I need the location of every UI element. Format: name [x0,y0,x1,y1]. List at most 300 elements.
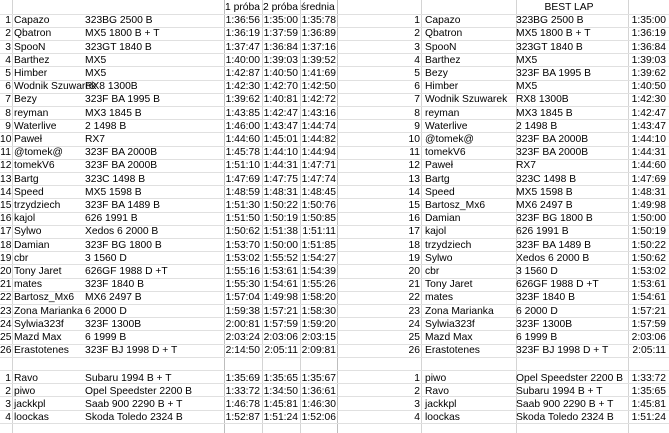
best-rank-cell[interactable]: 3 [414,41,420,53]
driver-cell[interactable]: Speed [14,186,44,198]
second-run-cell[interactable]: 1:40:81 [263,94,298,106]
car-cell[interactable]: Subaru 1994 B + T [85,372,172,384]
second-run-cell[interactable]: 1:57:21 [263,305,298,317]
rank-cell[interactable]: 1 [5,15,11,27]
best-driver-cell[interactable]: jackkpl [425,399,457,410]
rank-cell[interactable]: 10 [0,134,12,145]
second-run-cell[interactable]: 1:51:38 [263,226,298,238]
second-run-cell[interactable]: 1:37:59 [263,28,298,40]
best-lap-cell[interactable]: 2:05:11 [632,345,666,357]
second-run-cell[interactable]: 1:50:22 [263,200,298,211]
car-cell[interactable]: MX5 1800 B + T [85,28,160,40]
best-car-cell[interactable]: MX5 1800 B + T [516,28,591,40]
best-lap-cell[interactable]: 1:36:19 [631,28,666,40]
best-lap-cell[interactable]: 1:42:30 [631,94,666,106]
driver-cell[interactable]: cbr [14,252,29,264]
best-lap-cell[interactable]: 1:50:22 [631,239,666,251]
first-run-cell[interactable]: 1:36:19 [225,28,260,40]
best-rank-cell[interactable]: 7 [414,94,420,106]
best-rank-cell[interactable]: 22 [408,292,420,304]
best-rank-cell[interactable]: 4 [414,412,420,424]
first-run-cell[interactable]: 1:33:72 [225,385,260,397]
best-lap-cell[interactable]: 1:51:24 [631,412,666,424]
best-car-cell[interactable]: MX5 [516,54,538,66]
car-cell[interactable]: 626 1991 B [85,213,138,225]
average-cell[interactable]: 1:48:45 [301,186,336,198]
second-run-cell[interactable]: 1:51:24 [263,412,298,424]
car-cell[interactable]: 323F 1300B [85,318,142,330]
average-cell[interactable]: 1:51:11 [302,226,336,238]
best-driver-cell[interactable]: kajol [425,226,447,238]
driver-cell[interactable]: trzydziech [14,200,61,211]
rank-cell[interactable]: 11 [0,147,11,159]
first-run-cell[interactable]: 1:59:38 [225,305,260,317]
driver-cell[interactable]: tomekV6 [14,160,55,172]
best-lap-cell[interactable]: 1:35:65 [631,385,666,397]
best-driver-cell[interactable]: Capazo [425,15,461,27]
rank-cell[interactable]: 2 [5,28,11,40]
best-car-cell[interactable]: MX5 1598 B [516,186,573,198]
best-lap-cell[interactable]: 1:53:02 [631,266,666,277]
driver-cell[interactable]: Paweł [14,134,43,145]
rank-cell[interactable]: 2 [5,385,11,397]
rank-cell[interactable]: 17 [0,226,12,238]
best-rank-cell[interactable]: 13 [408,173,420,185]
best-lap-cell[interactable]: 1:50:62 [631,252,666,264]
average-cell[interactable]: 1:44:94 [301,147,336,159]
best-rank-cell[interactable]: 3 [414,399,420,410]
average-cell[interactable]: 1:41:69 [301,68,336,79]
first-run-cell[interactable]: 1:44:60 [225,134,260,145]
first-run-cell[interactable]: 1:39:62 [225,94,260,106]
first-run-cell[interactable]: 1:43:85 [225,107,260,119]
car-cell[interactable]: 2 1498 B [85,120,127,132]
second-run-cell[interactable]: 1:42:47 [263,107,298,119]
first-run-cell[interactable]: 1:46:78 [225,399,260,410]
second-run-cell[interactable]: 2:03:06 [263,332,298,343]
car-cell[interactable]: 323F BA 2000B [85,160,158,172]
rank-cell[interactable]: 22 [0,292,12,304]
rank-cell[interactable]: 14 [0,186,12,198]
rank-cell[interactable]: 23 [0,305,12,317]
rank-cell[interactable]: 3 [5,41,11,53]
driver-cell[interactable]: Sylwo [14,226,42,238]
best-rank-cell[interactable]: 10 [408,134,420,145]
driver-cell[interactable]: reyman [14,107,49,119]
best-driver-cell[interactable]: Bartg [425,173,450,185]
best-driver-cell[interactable]: Paweł [425,160,454,172]
average-cell[interactable]: 1:47:71 [301,160,336,172]
first-run-cell[interactable]: 1:36:56 [225,15,260,27]
best-car-cell[interactable]: 323C 1498 B [516,173,577,185]
best-car-cell[interactable]: 323F BA 2000B [516,134,589,145]
first-run-cell[interactable]: 1:51:10 [225,160,260,172]
best-driver-cell[interactable]: mates [425,292,454,304]
second-run-cell[interactable]: 1:42:70 [263,81,298,93]
first-run-cell[interactable]: 1:51:30 [225,200,260,211]
best-lap-cell[interactable]: 1:50:19 [631,226,666,238]
best-car-cell[interactable]: 323F BA 1995 B [516,68,591,79]
best-rank-cell[interactable]: 15 [408,200,420,211]
car-cell[interactable]: Xedos 6 2000 B [85,226,159,238]
best-driver-cell[interactable]: Bezy [425,68,448,79]
car-cell[interactable]: MX5 1598 B [85,186,142,198]
best-driver-cell[interactable]: Damian [425,213,461,225]
second-run-cell[interactable]: 1:54:61 [263,279,298,291]
driver-cell[interactable]: Waterlive [14,120,57,132]
average-cell[interactable]: 1:37:16 [301,41,336,53]
rank-cell[interactable]: 13 [0,173,12,185]
average-cell[interactable]: 1:44:74 [301,120,336,132]
best-lap-cell[interactable]: 1:47:69 [631,173,666,185]
best-car-cell[interactable]: 323F BJ 1998 D + T [516,345,609,357]
average-cell[interactable]: 1:50:85 [301,213,336,225]
first-run-cell[interactable]: 1:48:59 [225,186,260,198]
best-driver-cell[interactable]: Mazd Max [425,332,473,343]
best-driver-cell[interactable]: tomekV6 [425,147,466,159]
best-rank-cell[interactable]: 2 [414,28,420,40]
best-lap-cell[interactable]: 1:57:59 [631,318,666,330]
car-cell[interactable]: Opel Speedster 2200 B [85,385,193,397]
second-run-cell[interactable]: 1:39:03 [263,54,298,66]
best-driver-cell[interactable]: Zona Marianka [425,305,494,317]
car-cell[interactable]: RX7 [85,134,106,145]
second-run-cell[interactable]: 1:35:65 [263,372,298,384]
car-cell[interactable]: 323F BG 1800 B [85,239,162,251]
best-car-cell[interactable]: MX6 2497 B [516,200,573,211]
average-cell[interactable]: 1:54:27 [301,252,336,264]
header-second-run[interactable]: 2 próba [263,2,298,13]
best-car-cell[interactable]: 323BG 2500 B [516,15,584,27]
best-driver-cell[interactable]: Erastotenes [425,345,480,357]
average-cell[interactable]: 1:35:78 [301,15,336,27]
rank-cell[interactable]: 25 [0,332,12,343]
rank-cell[interactable]: 12 [0,160,12,172]
first-run-cell[interactable]: 1:40:00 [225,54,260,66]
best-car-cell[interactable]: MX3 1845 B [516,107,573,119]
best-lap-cell[interactable]: 1:42:47 [631,107,666,119]
first-run-cell[interactable]: 1:42:87 [225,68,260,79]
average-cell[interactable]: 1:43:16 [301,107,336,119]
second-run-cell[interactable]: 1:45:81 [263,399,298,410]
second-run-cell[interactable]: 1:45:01 [263,134,298,145]
best-rank-cell[interactable]: 18 [408,239,420,251]
best-rank-cell[interactable]: 17 [408,226,420,238]
rank-cell[interactable]: 7 [5,94,11,106]
second-run-cell[interactable]: 1:34:50 [263,385,298,397]
best-lap-cell[interactable]: 1:44:31 [631,147,666,159]
best-car-cell[interactable]: 323F BG 1800 B [516,213,593,225]
best-car-cell[interactable]: RX7 [516,160,537,172]
best-car-cell[interactable]: 323GT 1840 B [516,41,583,53]
best-driver-cell[interactable]: @tomek@ [425,134,474,145]
car-cell[interactable]: 323F BJ 1998 D + T [85,345,178,357]
header-best-lap[interactable]: BEST LAP [544,2,594,13]
header-average[interactable]: średnia [301,2,335,13]
rank-cell[interactable]: 4 [5,412,11,424]
second-run-cell[interactable]: 1:35:00 [263,15,298,27]
best-car-cell[interactable]: Opel Speedster 2200 B [516,372,624,384]
car-cell[interactable]: MX5 [85,68,107,79]
car-cell[interactable]: MX3 1845 B [85,107,142,119]
best-car-cell[interactable]: Skoda Toledo 2324 B [516,412,614,424]
first-run-cell[interactable]: 1:53:70 [225,239,260,251]
first-run-cell[interactable]: 1:35:69 [225,372,260,384]
best-car-cell[interactable]: 323F BA 2000B [516,147,589,159]
best-rank-cell[interactable]: 2 [414,385,420,397]
average-cell[interactable]: 1:50:76 [301,200,336,211]
average-cell[interactable]: 1:39:52 [301,54,336,66]
driver-cell[interactable]: piwo [14,385,36,397]
best-rank-cell[interactable]: 25 [408,332,420,343]
driver-cell[interactable]: Damian [14,239,50,251]
average-cell[interactable]: 1:59:20 [301,318,336,330]
best-rank-cell[interactable]: 20 [408,266,420,277]
first-run-cell[interactable]: 2:00:81 [225,318,260,330]
rank-cell[interactable]: 5 [5,68,11,79]
best-car-cell[interactable]: 6 2000 D [516,305,558,317]
best-rank-cell[interactable]: 24 [408,318,420,330]
driver-cell[interactable]: Capazo [14,15,50,27]
second-run-cell[interactable]: 1:55:52 [263,252,298,264]
first-run-cell[interactable]: 2:03:24 [225,332,260,343]
best-rank-cell[interactable]: 14 [408,186,420,198]
best-car-cell[interactable]: 3 1560 D [516,266,558,277]
rank-cell[interactable]: 8 [5,107,11,119]
best-driver-cell[interactable]: reyman [425,107,460,119]
driver-cell[interactable]: @tomek@ [14,147,63,159]
best-driver-cell[interactable]: Barthez [425,54,461,66]
car-cell[interactable]: 626GF 1988 D +T [85,266,168,277]
driver-cell[interactable]: mates [14,279,43,291]
average-cell[interactable]: 1:44:82 [301,134,336,145]
average-cell[interactable]: 1:58:20 [301,292,336,304]
header-first-run[interactable]: 1 próba [225,2,260,13]
average-cell[interactable]: 1:36:89 [301,28,336,40]
first-run-cell[interactable]: 1:57:04 [225,292,260,304]
car-cell[interactable]: 6 1999 B [85,332,127,343]
rank-cell[interactable]: 1 [5,372,11,384]
first-run-cell[interactable]: 1:46:00 [225,120,260,132]
best-rank-cell[interactable]: 21 [408,279,420,291]
best-car-cell[interactable]: 323F 1840 B [516,292,575,304]
best-lap-cell[interactable]: 1:35:00 [631,15,666,27]
best-car-cell[interactable]: 626 1991 B [516,226,569,238]
car-cell[interactable]: Saab 900 2290 B + T [85,399,183,410]
driver-cell[interactable]: kajol [14,213,36,225]
best-lap-cell[interactable]: 1:48:31 [631,186,666,198]
best-car-cell[interactable]: Saab 900 2290 B + T [516,399,614,410]
car-cell[interactable]: 323F BA 1489 B [85,200,160,211]
rank-cell[interactable]: 6 [5,81,11,93]
best-car-cell[interactable]: 2 1498 B [516,120,558,132]
best-driver-cell[interactable]: loockas [425,412,460,424]
average-cell[interactable]: 1:42:72 [301,94,336,106]
driver-cell[interactable]: Zona Marianka [14,305,83,317]
driver-cell[interactable]: Bezy [14,94,37,106]
car-cell[interactable]: 323GT 1840 B [85,41,152,53]
first-run-cell[interactable]: 1:52:87 [225,412,260,424]
second-run-cell[interactable]: 1:40:50 [263,68,298,79]
best-rank-cell[interactable]: 1 [414,372,420,384]
best-lap-cell[interactable]: 1:53:61 [631,279,666,291]
second-run-cell[interactable]: 1:47:75 [263,173,298,185]
best-rank-cell[interactable]: 1 [414,15,420,27]
car-cell[interactable]: 323F 1840 B [85,279,144,291]
best-driver-cell[interactable]: cbr [425,266,440,277]
second-run-cell[interactable]: 1:50:00 [263,239,298,251]
second-run-cell[interactable]: 1:49:98 [263,292,298,304]
average-cell[interactable]: 1:42:50 [301,81,336,93]
rank-cell[interactable]: 16 [0,213,12,225]
driver-cell[interactable]: SpooN [14,41,46,53]
second-run-cell[interactable]: 1:43:47 [263,120,298,132]
best-driver-cell[interactable]: Tony Jaret [425,279,473,291]
best-lap-cell[interactable]: 1:44:10 [631,134,666,145]
rank-cell[interactable]: 24 [0,318,12,330]
driver-cell[interactable]: Himber [14,68,48,79]
car-cell[interactable]: 6 2000 D [85,305,127,317]
best-car-cell[interactable]: Xedos 6 2000 B [516,252,590,264]
car-cell[interactable]: 3 1560 D [85,252,127,264]
first-run-cell[interactable]: 1:50:62 [225,226,260,238]
car-cell[interactable]: 323BG 2500 B [85,15,153,27]
best-car-cell[interactable]: Subaru 1994 B + T [516,385,603,397]
best-driver-cell[interactable]: Speed [425,186,455,198]
best-driver-cell[interactable]: Ravo [425,385,450,397]
car-cell[interactable]: 323F BA 2000B [85,147,158,159]
best-lap-cell[interactable]: 1:43:47 [631,120,666,132]
best-rank-cell[interactable]: 12 [408,160,420,172]
best-lap-cell[interactable]: 1:54:61 [631,292,666,304]
best-driver-cell[interactable]: SpooN [425,41,457,53]
driver-cell[interactable]: jackkpl [14,399,46,410]
best-car-cell[interactable]: 6 1999 B [516,332,558,343]
best-driver-cell[interactable]: Himber [425,81,459,93]
best-lap-cell[interactable]: 1:39:62 [631,68,666,79]
best-rank-cell[interactable]: 6 [414,81,420,93]
car-cell[interactable]: MX5 [85,54,107,66]
second-run-cell[interactable]: 1:48:31 [263,186,298,198]
first-run-cell[interactable]: 1:47:69 [225,173,260,185]
driver-cell[interactable]: Ravo [14,372,39,384]
best-lap-cell[interactable]: 1:57:21 [631,305,666,317]
first-run-cell[interactable]: 1:45:78 [225,147,260,159]
first-run-cell[interactable]: 1:51:50 [225,213,260,225]
average-cell[interactable]: 1:58:30 [301,305,336,317]
best-car-cell[interactable]: 323F 1300B [516,318,573,330]
car-cell[interactable]: RX8 1300B [85,81,138,93]
best-driver-cell[interactable]: Sylwia323f [425,318,475,330]
first-run-cell[interactable]: 1:53:02 [225,252,260,264]
first-run-cell[interactable]: 2:14:50 [225,345,260,357]
best-rank-cell[interactable]: 5 [414,68,420,79]
best-driver-cell[interactable]: Waterlive [425,120,468,132]
rank-cell[interactable]: 18 [0,239,12,251]
best-lap-cell[interactable]: 1:45:81 [631,399,666,410]
best-lap-cell[interactable]: 1:36:84 [631,41,666,53]
best-lap-cell[interactable]: 1:39:03 [631,54,666,66]
rank-cell[interactable]: 15 [0,200,12,211]
driver-cell[interactable]: Mazd Max [14,332,62,343]
average-cell[interactable]: 1:46:30 [301,399,336,410]
first-run-cell[interactable]: 1:37:47 [225,41,260,53]
car-cell[interactable]: MX6 2497 B [85,292,142,304]
best-lap-cell[interactable]: 1:44:60 [631,160,666,172]
driver-cell[interactable]: Qbatron [14,28,52,40]
driver-cell[interactable]: loockas [14,412,49,424]
first-run-cell[interactable]: 1:55:16 [225,266,260,277]
average-cell[interactable]: 1:55:26 [301,279,336,291]
second-run-cell[interactable]: 1:57:59 [263,318,298,330]
best-driver-cell[interactable]: Bartosz_Mx6 [425,200,486,211]
first-run-cell[interactable]: 1:55:30 [225,279,260,291]
best-lap-cell[interactable]: 1:33:72 [631,372,666,384]
best-driver-cell[interactable]: piwo [425,372,447,384]
second-run-cell[interactable]: 2:05:11 [264,345,298,357]
rank-cell[interactable]: 4 [5,54,11,66]
driver-cell[interactable]: Barthez [14,54,50,66]
driver-cell[interactable]: Wodnik Szuwarek [14,81,97,93]
best-lap-cell[interactable]: 1:50:00 [631,213,666,225]
best-car-cell[interactable]: RX8 1300B [516,94,569,106]
best-lap-cell[interactable]: 1:49:98 [631,200,666,211]
average-cell[interactable]: 1:51:85 [301,239,336,251]
best-rank-cell[interactable]: 9 [414,120,420,132]
best-rank-cell[interactable]: 4 [414,54,420,66]
best-rank-cell[interactable]: 8 [414,107,420,119]
best-lap-cell[interactable]: 1:40:50 [631,81,666,93]
car-cell[interactable]: 323F BA 1995 B [85,94,160,106]
average-cell[interactable]: 2:09:81 [301,345,336,357]
rank-cell[interactable]: 21 [0,279,12,291]
best-rank-cell[interactable]: 11 [409,147,420,159]
average-cell[interactable]: 2:03:15 [301,332,336,343]
best-driver-cell[interactable]: trzydziech [425,239,472,251]
best-driver-cell[interactable]: Wodnik Szuwarek [425,94,508,106]
second-run-cell[interactable]: 1:53:61 [263,266,298,277]
rank-cell[interactable]: 9 [5,120,11,132]
best-rank-cell[interactable]: 23 [408,305,420,317]
best-rank-cell[interactable]: 16 [408,213,420,225]
driver-cell[interactable]: Bartg [14,173,39,185]
driver-cell[interactable]: Tony Jaret [14,266,62,277]
best-rank-cell[interactable]: 26 [408,345,420,357]
best-car-cell[interactable]: MX5 [516,81,538,93]
car-cell[interactable]: Skoda Toledo 2324 B [85,412,183,424]
driver-cell[interactable]: Erastotenes [14,345,69,357]
rank-cell[interactable]: 20 [0,266,12,277]
rank-cell[interactable]: 26 [0,345,12,357]
best-driver-cell[interactable]: Sylwo [425,252,453,264]
average-cell[interactable]: 1:36:61 [301,385,336,397]
best-car-cell[interactable]: 626GF 1988 D +T [516,279,599,291]
rank-cell[interactable]: 3 [5,399,11,410]
rank-cell[interactable]: 19 [0,252,12,264]
average-cell[interactable]: 1:54:39 [301,266,336,277]
average-cell[interactable]: 1:47:74 [301,173,336,185]
best-lap-cell[interactable]: 2:03:06 [631,332,666,343]
best-car-cell[interactable]: 323F BA 1489 B [516,239,591,251]
first-run-cell[interactable]: 1:42:30 [225,81,260,93]
driver-cell[interactable]: Bartosz_Mx6 [14,292,75,304]
car-cell[interactable]: 323C 1498 B [85,173,146,185]
second-run-cell[interactable]: 1:44:31 [263,160,298,172]
best-driver-cell[interactable]: Qbatron [425,28,463,40]
driver-cell[interactable]: Sylwia323f [14,318,64,330]
best-rank-cell[interactable]: 19 [408,252,420,264]
average-cell[interactable]: 1:35:67 [301,372,336,384]
